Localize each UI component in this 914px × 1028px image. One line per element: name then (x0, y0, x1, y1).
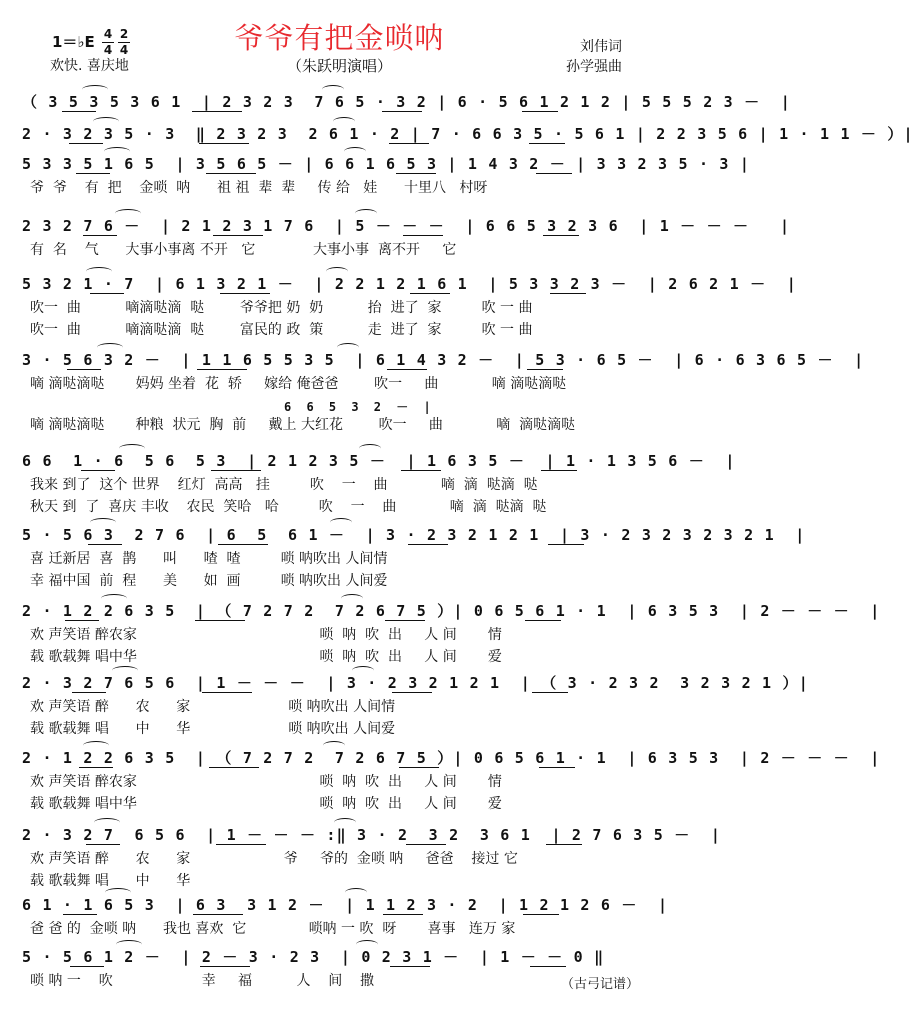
beam-line (523, 914, 559, 915)
beam-line (197, 369, 247, 370)
beam-line (200, 966, 250, 967)
note-line: （ 3 5 3 5 3 6 1 | 2 3 2 3 7 6 5 · 3 2 | 6 · 5 6 1 2 1 2 | 5 5 5 2 3 － | (22, 93, 792, 111)
beam-line (213, 235, 263, 236)
lyric-line: 欢 声笑语 醉 农 家 爷 爷的 金唢 呐 爸爸 接过 它 (30, 851, 518, 867)
key-signature: 1＝♭E (52, 33, 95, 51)
slur-arc (334, 818, 356, 827)
lyric-line: 喜 迁新居 喜 鹊 叫 喳 喳 唢 呐吹出 人间情 (30, 551, 388, 567)
slur-arc (322, 85, 344, 94)
note-line: 6 6 5 3 2 － | (284, 400, 435, 414)
beam-line (382, 111, 422, 112)
slur-arc (355, 209, 377, 218)
slur-arc (94, 818, 120, 827)
slur-arc (352, 666, 374, 675)
beam-line (527, 369, 563, 370)
beam-line (192, 111, 242, 112)
slur-arc (333, 117, 355, 126)
time-bottom-2: 4 (119, 43, 129, 57)
beam-line (79, 767, 113, 768)
slur-arc (104, 147, 130, 156)
note-line: 2 · 3 2 3 5 · 3 ‖ 2 3 2 3 2 6 1 · 2 | 7 · 6 6 3 5 · 5 6 1 | 2 2 3 5 6 | 1 · 1 1 － ）| (22, 125, 914, 143)
beam-line (550, 293, 586, 294)
lyric-line: 吹一 曲 嘀滴哒滴 哒 富民的 政 策 走 进了 家 吹 一 曲 (30, 322, 533, 338)
slur-arc (119, 444, 145, 453)
time-bottom-1: 4 (103, 43, 113, 57)
beam-line (216, 844, 266, 845)
slur-arc (82, 85, 108, 94)
slur-arc (105, 888, 131, 897)
beam-line (387, 369, 427, 370)
note-line: 5 3 2 1 · 7 | 6 1 3 2 1 － | 2 2 1 2 1 6 1 | 5 3 3 2 3 － | 2 6 2 1 － | (22, 275, 797, 293)
beam-line (543, 235, 579, 236)
lyric-line: 嘀 滴哒滴哒 妈妈 坐着 花 轿 嫁给 俺爸爸 吹一 曲 嘀 滴哒滴哒 (30, 376, 567, 392)
beam-line (88, 544, 122, 545)
lyric-line: 欢 声笑语 醉农家 唢 呐 吹 出 人 间 情 (30, 774, 502, 790)
composer-credit: 孙学强曲 (566, 59, 622, 75)
slur-arc (323, 741, 345, 750)
note-line: 5 3 3 5 1 6 5 | 3 5 6 5 － | 6 6 1 6 5 3 | 1 4 3 2 － | 3 3 2 3 5 · 3 | (22, 155, 751, 173)
beam-line (218, 544, 268, 545)
beam-line (399, 767, 439, 768)
note-line: 6 6 1 · 6 5 6 5 3 | 2 1 2 3 5 － | 1 6 3 5 － | 1 · 1 3 5 6 － | (22, 452, 736, 470)
note-line: 2 · 1 2 2 6 3 5 | （ 7 2 7 2 7 2 6 7 5 ）| 0 6 5 6 1 · 1 | 6 3 5 3 | 2 － － － | (22, 749, 881, 767)
note-line: 2 3 2 7 6 － | 2 1 2 3 1 7 6 | 5 － － － | 6 6 5 3 2 3 6 | 1 － － － | (22, 217, 791, 235)
lyric-line: 欢 声笑语 醉 农 家 唢 呐吹出 人间情 (30, 699, 396, 715)
beam-line (532, 692, 568, 693)
lyric-line: 幸 福中国 前 程 美 如 画 唢 呐吹出 人间爱 (30, 573, 388, 589)
beam-line (548, 544, 584, 545)
lyric-line: 爷 爷 有 把 金唢 呐 祖 祖 辈 辈 传 给 娃 十里八 村呀 (30, 180, 488, 196)
beam-line (406, 844, 446, 845)
song-title: 爷爷有把金唢呐 (234, 21, 445, 55)
beam-line (199, 143, 249, 144)
beam-line (403, 235, 443, 236)
transcriber-credit: （古弓记谱） (560, 977, 639, 992)
lyricist-credit: 刘伟词 (580, 39, 622, 55)
note-line: 3 · 5 6 3 2 － | 1 1 6 5 5 3 5 | 6 1 4 3 2 － | 5 3 · 6 5 － | 6 · 6 3 6 5 － | (22, 351, 865, 369)
beam-line (408, 544, 448, 545)
beam-line (529, 143, 565, 144)
time-top-1: 4 (103, 27, 113, 41)
beam-line (522, 111, 558, 112)
lyric-line: 唢 呐 一 吹 幸 福 人 间 撒 (30, 973, 375, 989)
beam-line (90, 293, 124, 294)
beam-line (383, 914, 423, 915)
note-line: 2 · 3 2 7 6 5 6 | 1 － － － | 3 · 2 3 2 1 2 1 | （ 3 · 2 3 2 3 2 3 2 1 ）| (22, 674, 809, 692)
beam-line (525, 620, 561, 621)
slur-arc (344, 147, 366, 156)
slur-arc (112, 666, 138, 675)
time-top-2: 2 (119, 27, 129, 41)
beam-line (541, 470, 577, 471)
beam-line (76, 173, 110, 174)
beam-line (72, 692, 106, 693)
time-signature-1 (102, 28, 114, 57)
beam-line (546, 844, 582, 845)
note-line: 5 · 5 6 1 2 － | 2 － 3 · 2 3 | 0 2 3 1 － | 1 － － 0 ‖ (22, 948, 605, 966)
slur-arc (115, 209, 141, 218)
beam-line (65, 620, 99, 621)
lyric-line: 秋天 到 了 喜庆 丰收 农民 笑哈 哈 吹 一 曲 嘀 滴 哒滴 哒 (30, 499, 547, 515)
beam-line (83, 235, 117, 236)
beam-line (202, 692, 252, 693)
slur-arc (345, 888, 367, 897)
beam-line (539, 767, 575, 768)
beam-line (62, 111, 96, 112)
beam-line (209, 767, 259, 768)
beam-line (401, 470, 441, 471)
beam-line (67, 369, 101, 370)
beam-line (389, 143, 429, 144)
slur-arc (356, 940, 378, 949)
note-line: 2 · 1 2 2 6 3 5 | （ 7 2 7 2 7 2 6 7 5 ）| 0 6 5 6 1 · 1 | 6 3 5 3 | 2 － － － | (22, 602, 881, 620)
lyric-line: 有 名 气 大事小事离 不开 它 大事小事 离不开 它 (30, 242, 457, 258)
lyric-line: 嘀 滴哒滴哒 种粮 状元 胸 前 戴上 大红花 吹一 曲 嘀 滴哒滴哒 (30, 417, 576, 433)
lyric-line: 欢 声笑语 醉农家 唢 呐 吹 出 人 间 情 (30, 627, 502, 643)
slur-arc (83, 741, 109, 750)
beam-line (69, 143, 103, 144)
note-line: 6 1 · 1 6 5 3 | 6 3 3 1 2 － | 1 1 2 3 · 2 | 1 2 1 2 6 － | (22, 896, 669, 914)
beam-line (63, 914, 97, 915)
note-line: 2 · 3 2 7 6 5 6 | 1 － － － :‖ 3 · 2 3 2 3 6 1 | 2 7 6 3 5 － | (22, 826, 722, 844)
slur-arc (101, 594, 127, 603)
slur-arc (116, 940, 142, 949)
beam-line (195, 620, 245, 621)
slur-arc (97, 343, 123, 352)
beam-line (211, 470, 261, 471)
note-line: 5 · 5 6 3 2 7 6 | 6 5 6 1 － | 3 · 2 3 2 1 2 1 | 3 · 2 3 2 3 2 3 2 1 | (22, 526, 806, 544)
beam-line (70, 966, 104, 967)
beam-line (410, 293, 450, 294)
slur-arc (359, 444, 381, 453)
beam-line (193, 914, 243, 915)
lyric-line: 载 歌载舞 唱 中 华 唢 呐吹出 人间爱 (30, 721, 396, 737)
beam-line (396, 173, 436, 174)
slur-arc (86, 267, 112, 276)
beam-line (530, 966, 566, 967)
time-signature-2 (118, 28, 130, 57)
beam-line (390, 966, 430, 967)
beam-line (81, 470, 115, 471)
lyric-line: 吹一 曲 嘀滴哒滴 哒 爷爷把 奶 奶 抬 进了 家 吹 一 曲 (30, 300, 533, 316)
slur-arc (330, 518, 352, 527)
beam-line (392, 692, 432, 693)
slur-arc (337, 343, 359, 352)
beam-line (385, 620, 425, 621)
lyric-line: 载 歌载舞 唱中华 唢 呐 吹 出 人 间 爱 (30, 649, 502, 665)
singer-credit: （朱跃明演唱） (286, 57, 392, 75)
tempo-marking: 欢快. 喜庆地 (50, 58, 129, 74)
beam-line (206, 173, 256, 174)
lyric-line: 载 歌载舞 唱 中 华 (30, 873, 191, 889)
lyric-line: 载 歌载舞 唱中华 唢 呐 吹 出 人 间 爱 (30, 796, 502, 812)
lyric-line: 爸 爸 的 金唢 呐 我也 喜欢 它 唢呐 一 吹 呀 喜事 连万 家 (30, 921, 516, 937)
slur-arc (341, 594, 363, 603)
lyric-line: 我来 到了 这个 世界 红灯 高高 挂 吹 一 曲 嘀 滴 哒滴 哒 (30, 477, 538, 493)
beam-line (220, 293, 270, 294)
beam-line (86, 844, 120, 845)
slur-arc (326, 267, 348, 276)
beam-line (536, 173, 572, 174)
slur-arc (90, 518, 116, 527)
slur-arc (93, 117, 119, 126)
